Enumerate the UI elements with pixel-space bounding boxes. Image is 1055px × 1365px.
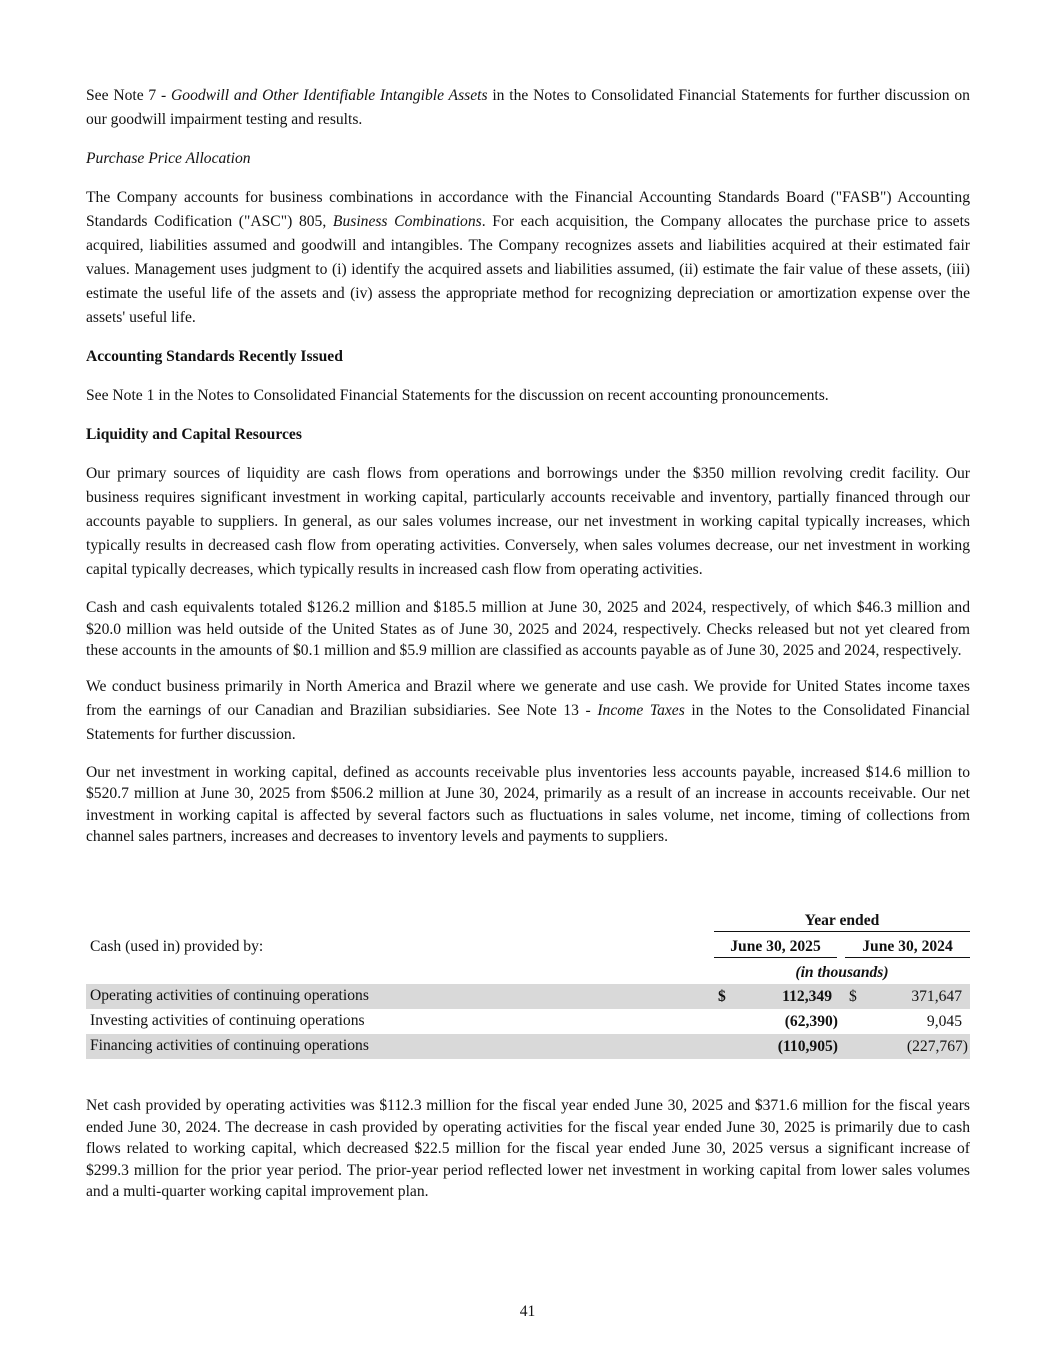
value-2024: 371,647 [911,988,962,1005]
column-header-2024: June 30, 2024 [862,938,953,955]
table-caption: Cash (used in) provided by: [90,938,264,955]
text: The Company accounts for business combinations in accordance with the Financial Accounting Standards Board ("FASB") Accounting Standards Codification ("ASC") 805, [86,189,970,230]
value-2025: (110,905) [777,1038,838,1055]
business-regions-paragraph [86,675,970,747]
purchase-price-allocation-paragraph [86,186,970,330]
working-capital-paragraph: Our net investment in working capital, defined as accounts receivable plus inventories less accounts payable, increased $14.6 million to $520.7 million at June 30, 2025 from $506.2 million at June 30, 2024, primarily as a result of an increase in accounts receivable. Our net investment in working capital is affected by several factors such as fluctuations in sales volume, net income, timing of collections from channel sales partners, increases and decreases to inventory levels and payments to suppliers. [86,763,970,845]
text: in the Notes to Consolidated Financial Statements for further discussion on our goodwill impairment testing and results. [86,87,970,128]
cash-equivalents-paragraph: Cash and cash equivalents totaled $126.2 million and $185.5 million at June 30, 2025 and 2024, respectively, of which $46.3 million and $20.0 million was held outside of the United States as of June 30, 2025 and 2024, respectively. Checks released but not yet cleared from these accounts in the amounts of $0.1 million and $5.9 million are classified as accounts payable as of June 30, 2025 and 2024, respectively. [86,599,970,659]
value-2024: (227,767) [906,1038,968,1055]
table-row-investing [86,1009,970,1034]
header-rule [714,931,970,932]
value-2024: 9,045 [926,1013,962,1030]
year-ended-header: Year ended [804,912,880,929]
document-body [86,84,970,848]
row-label: Operating activities of continuing operations [90,987,369,1004]
note7-paragraph [86,84,970,132]
text: See Note 7 - [86,87,172,104]
note7-title: Goodwill and Other Identifiable Intangible Assets [171,87,488,104]
document-body-continued [86,1095,970,1203]
column-header-2025: June 30, 2025 [730,938,821,955]
asc-805-title: Business Combinations [332,213,482,230]
units-label: (in thousands) [795,964,889,981]
accounting-standards-heading: Accounting Standards Recently Issued [86,348,343,365]
liquidity-paragraph: Our primary sources of liquidity are cash flows from operations and borrowings under the $350 million revolving credit facility. Our business requires significant investment in working capital, particularly accounts receivable and inventory, partially financed through our accounts payable to suppliers. In general, as our sales volumes increase, our net investment in working capital typically increases, which typically results in decreased cash flow from operating activities. Conversely, when sales volumes decrease, our net investment in working capital typically decreases, which typically results in increased cash flow from operating activities. [86,465,970,578]
column-rule-2025 [714,957,837,958]
row-label: Investing activities of continuing operations [90,1012,365,1029]
net-cash-paragraph: Net cash provided by operating activities was $112.3 million for the fiscal year ended June 30, 2025 and $371.6 million for the fiscal years ended June 30, 2024. The decrease in cash provided by operating activities for the fiscal year ended June 30, 2025 is primarily due to cash flows related to working capital, which decreased $22.5 million for the fiscal year ended June 30, 2025 versus a significant increase of $299.3 million for the prior year period. The prior-year period reflected lower net investment in working capital from lower sales volumes and a multi-quarter working capital improvement plan. [86,1097,970,1200]
table-row-financing [86,1034,970,1059]
value-2025: 112,349 [782,988,832,1005]
liquidity-heading: Liquidity and Capital Resources [86,426,302,443]
accounting-standards-paragraph: See Note 1 in the Notes to Consolidated Financial Statements for the discussion on recent accounting pronouncements. [86,387,829,404]
text: in the Notes to the Consolidated Financial Statements for further discussion. [86,701,970,743]
table-row-operating [86,984,970,1009]
row-label: Financing activities of continuing operations [90,1037,369,1054]
note13-title: Income Taxes [597,701,685,719]
page-number: 41 [519,1303,536,1320]
value-2025: (62,390) [784,1013,838,1030]
text: . For each acquisition, the Company allocates the purchase price to assets acquired, liabilities assumed and goodwill and intangibles. The Company recognizes assets and liabilities acquired at their estimated fair values. Management uses judgment to (i) identify the acquired assets and liabilities assumed, (ii) estimate the fair value of these assets, (iii) estimate the useful life of the assets and (iv) assess the appropriate method for recognizing depreciation or amortization expense over the assets' useful life. [86,213,970,326]
column-rule-2024 [845,957,970,958]
purchase-price-allocation-heading: Purchase Price Allocation [86,150,251,167]
currency-symbol: $ [718,988,726,1005]
currency-symbol: $ [849,988,857,1005]
text: We conduct business primarily in North America and Brazil where we generate and use cash. We provide for United States income taxes from the earnings of our Canadian and Brazilian subsidiaries. See Note 13 - [86,677,970,719]
